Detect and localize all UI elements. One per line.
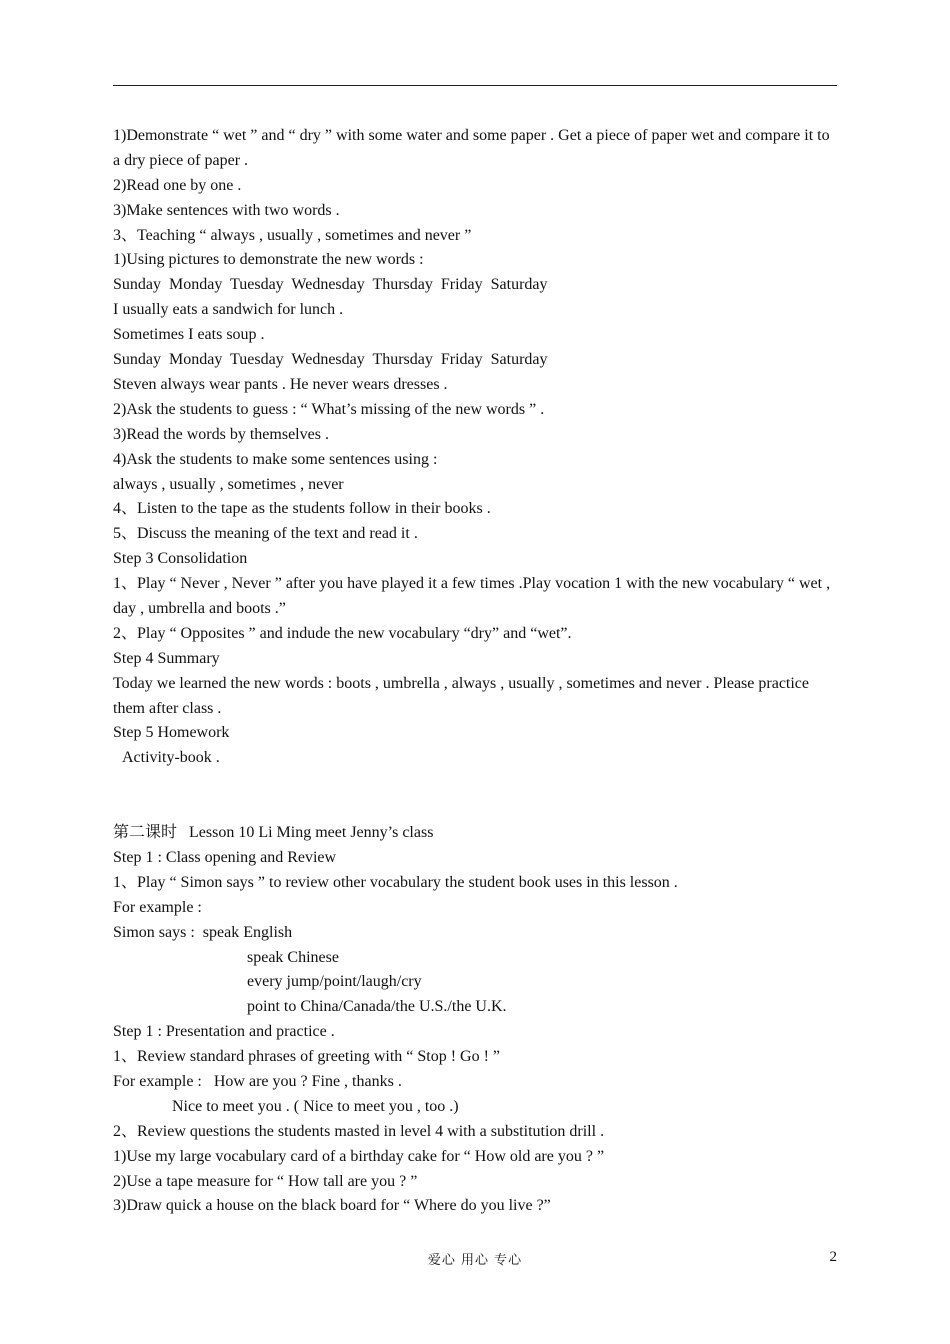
weekday-row: Sunday Monday Tuesday Wednesday Thursday Friday Saturday [113, 351, 548, 369]
header-rule [113, 85, 837, 86]
text-line: Nice to meet you . ( Nice to meet you , too .) [172, 1097, 459, 1115]
footer-motto: 爱心 用心 专心 [427, 1253, 523, 1268]
text-line: Activity-book . [122, 749, 220, 767]
text-line: Steven always wear pants . He never wears dresses . [113, 375, 448, 393]
section-heading: 5、Discuss the meaning of the text and read it . [113, 525, 418, 543]
text-line: 4)Ask the students to make some sentences using : [113, 450, 438, 468]
step-heading: Step 3 Consolidation [113, 550, 248, 568]
blank-space [113, 771, 837, 821]
step-heading: Step 1 : Class opening and Review [113, 848, 337, 866]
weekday-row: Sunday Monday Tuesday Wednesday Thursday Friday Saturday [113, 276, 548, 294]
text-line: I usually eats a sandwich for lunch . [113, 301, 344, 319]
text-line: 3)Read the words by themselves . [113, 425, 329, 443]
text-line: 3)Make sentences with two words . [113, 201, 340, 219]
text-line: Simon says : speak English [113, 923, 293, 941]
text-line: 2)Ask the students to guess : “ What’s missing of the new words ” . [113, 400, 545, 418]
text-line: For example : [113, 898, 202, 916]
text-line: 2)Use a tape measure for “ How tall are you ? ” [113, 1172, 418, 1190]
text-line: point to China/Canada/the U.S./the U.K. [247, 998, 507, 1016]
section-heading: 4、Listen to the tape as the students follow in their books . [113, 500, 491, 518]
step-heading: Step 1 : Presentation and practice . [113, 1023, 335, 1041]
lesson-title: 第二课时 Lesson 10 Li Ming meet Jenny’s class [113, 824, 434, 842]
text-line: every jump/point/laugh/cry [247, 973, 422, 991]
text-line: speak Chinese [247, 948, 339, 966]
text-line: Sometimes I eats soup . [113, 326, 265, 344]
text-line: 2)Read one by one . [113, 176, 242, 194]
document-body [113, 124, 837, 1219]
text-line: For example : How are you ? Fine , thanks . [113, 1072, 402, 1090]
text-line: 1)Demonstrate “ wet ” and “ dry ” with some water and some paper . Get a piece of paper wet and compare it to a dry piece of paper . [113, 127, 830, 169]
section-heading: 2、Review questions the students masted in level 4 with a substitution drill . [113, 1122, 605, 1140]
step-heading: Step 4 Summary [113, 649, 220, 667]
section-heading: 3、Teaching “ always , usually , sometimes and never ” [113, 226, 472, 244]
text-line: 1、Play “ Never , Never ” after you have played it a few times .Play vocation 1 with the new vocabulary “ wet , day , umbrella and boots .” [113, 575, 831, 617]
text-line: Today we learned the new words : boots , umbrella , always , usually , sometimes and never . Please practice them after class . [113, 674, 810, 717]
page-number: 2 [829, 1249, 837, 1265]
text-line: 2、Play “ Opposites ” and indude the new vocabulary “dry” and “wet”. [113, 624, 572, 642]
text-line: 1、Play “ Simon says ” to review other vocabulary the student book uses in this lesson . [113, 873, 678, 891]
section-heading: 1、Review standard phrases of greeting with “ Stop ! Go ! ” [113, 1048, 501, 1066]
text-line: 1)Using pictures to demonstrate the new words : [113, 251, 424, 269]
text-line: always , usually , sometimes , never [113, 475, 344, 493]
step-heading: Step 5 Homework [113, 724, 230, 742]
text-line: 1)Use my large vocabulary card of a birthday cake for “ How old are you ? ” [113, 1147, 605, 1165]
text-line: 3)Draw quick a house on the black board for “ Where do you live ?” [113, 1197, 551, 1215]
